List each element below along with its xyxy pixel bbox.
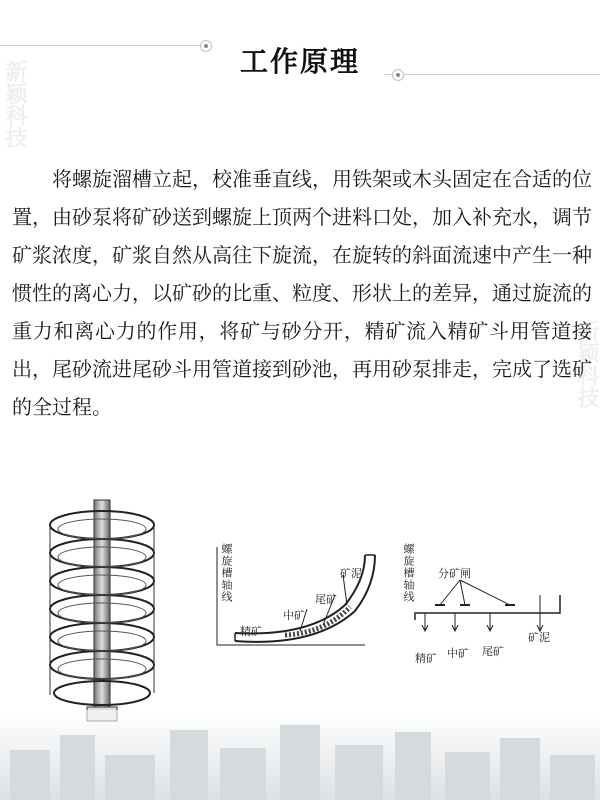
fig-label-middling: 中矿	[283, 609, 305, 622]
watermark-logo: 新颖科技	[2, 60, 28, 148]
decorative-skyline	[0, 710, 600, 800]
fig-output-middling: 中矿	[447, 647, 469, 660]
fig-output-concentrate: 精矿	[415, 652, 437, 665]
fig-label-concentrate: 精矿	[240, 625, 262, 638]
page-title: 工作原理	[239, 45, 360, 78]
fig-label-slime: 矿泥	[340, 567, 362, 580]
title-area	[0, 0, 600, 110]
spiral-chute-illustration	[32, 495, 172, 725]
figures-area	[0, 485, 600, 725]
axis-label: 螺旋槽轴线	[220, 543, 233, 603]
axis-label: 螺旋槽轴线	[402, 543, 415, 603]
fig-output-tailings: 尾矿	[482, 645, 504, 658]
fig-label-splitter-gate: 分矿闸	[438, 567, 471, 580]
fig-label-tailings: 尾矿	[315, 593, 337, 606]
fig-output-slime: 矿泥	[528, 631, 550, 644]
watermark-logo: 新颖科技	[574, 320, 600, 408]
body-paragraph: 将螺旋溜槽立起，校准垂直线，用铁架或木头固定在合适的位置，由砂泵将矿砂送到螺旋上顶两个进料口处，加入补充水，调节矿浆浓度，矿浆自然从高往下旋流，在旋转的斜面流速中产生一种惯性的离心力，以矿砂的比重、粒度、形状上的差异，通过旋流的重力和离心力的作用，将矿与砂分开，精矿流入精矿斗用管道接出，尾砂流进尾砂斗用管道接到砂池，再用砂泵排走，完成了选矿的全过程。	[12, 167, 592, 419]
